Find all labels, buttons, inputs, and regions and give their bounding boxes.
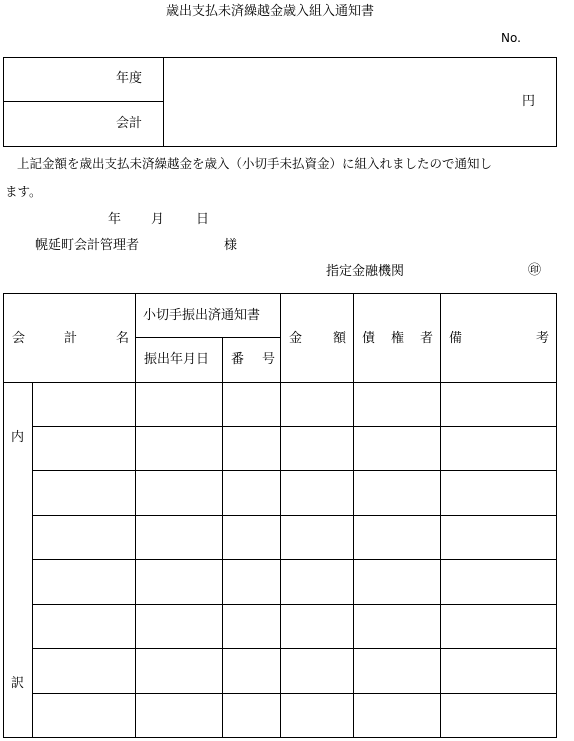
yen-label: 円 xyxy=(522,94,536,109)
seal-mark: ㊞ xyxy=(528,263,542,278)
header-amount-char-1: 金 xyxy=(289,331,303,346)
honorific: 様 xyxy=(224,238,238,253)
header-account-name-char-1: 会 xyxy=(12,331,26,346)
document-title: 歳出支払未済繰越金歳入組入通知書 xyxy=(166,4,375,19)
header-account-name-char-2: 計 xyxy=(64,331,78,346)
notice-text-line-2: ます。 xyxy=(5,184,42,199)
sender-label: 指定金融機関 xyxy=(326,264,405,279)
header-account-name-char-3: 名 xyxy=(116,331,130,346)
date-day-label: 日 xyxy=(196,212,210,227)
header-number-char-1: 番 xyxy=(231,352,245,367)
fiscal-year-label: 年度 xyxy=(116,71,143,86)
number-label: No. xyxy=(501,31,521,45)
header-creditor-char-1: 債 xyxy=(362,331,376,346)
header-check-issued-notice: 小切手振出済通知書 xyxy=(143,308,261,323)
breakdown-label-char-2: 訳 xyxy=(11,676,25,691)
header-number-char-2: 号 xyxy=(262,352,276,367)
notice-text-line-1: 上記金額を歳出支払未済繰越金を歳入（小切手未払資金）に組入れましたので通知し xyxy=(17,156,493,171)
date-year-label: 年 xyxy=(108,212,122,227)
account-label: 会計 xyxy=(116,116,143,131)
header-remarks-char-1: 備 xyxy=(449,331,463,346)
header-creditor-char-3: 者 xyxy=(420,331,434,346)
header-remarks-char-2: 考 xyxy=(536,331,550,346)
header-amount-char-2: 額 xyxy=(333,331,347,346)
addressee: 幌延町会計管理者 xyxy=(35,238,140,253)
header-issue-date: 振出年月日 xyxy=(144,352,210,367)
date-month-label: 月 xyxy=(151,212,165,227)
breakdown-label-char-1: 内 xyxy=(11,430,25,445)
header-creditor-char-2: 権 xyxy=(391,331,405,346)
